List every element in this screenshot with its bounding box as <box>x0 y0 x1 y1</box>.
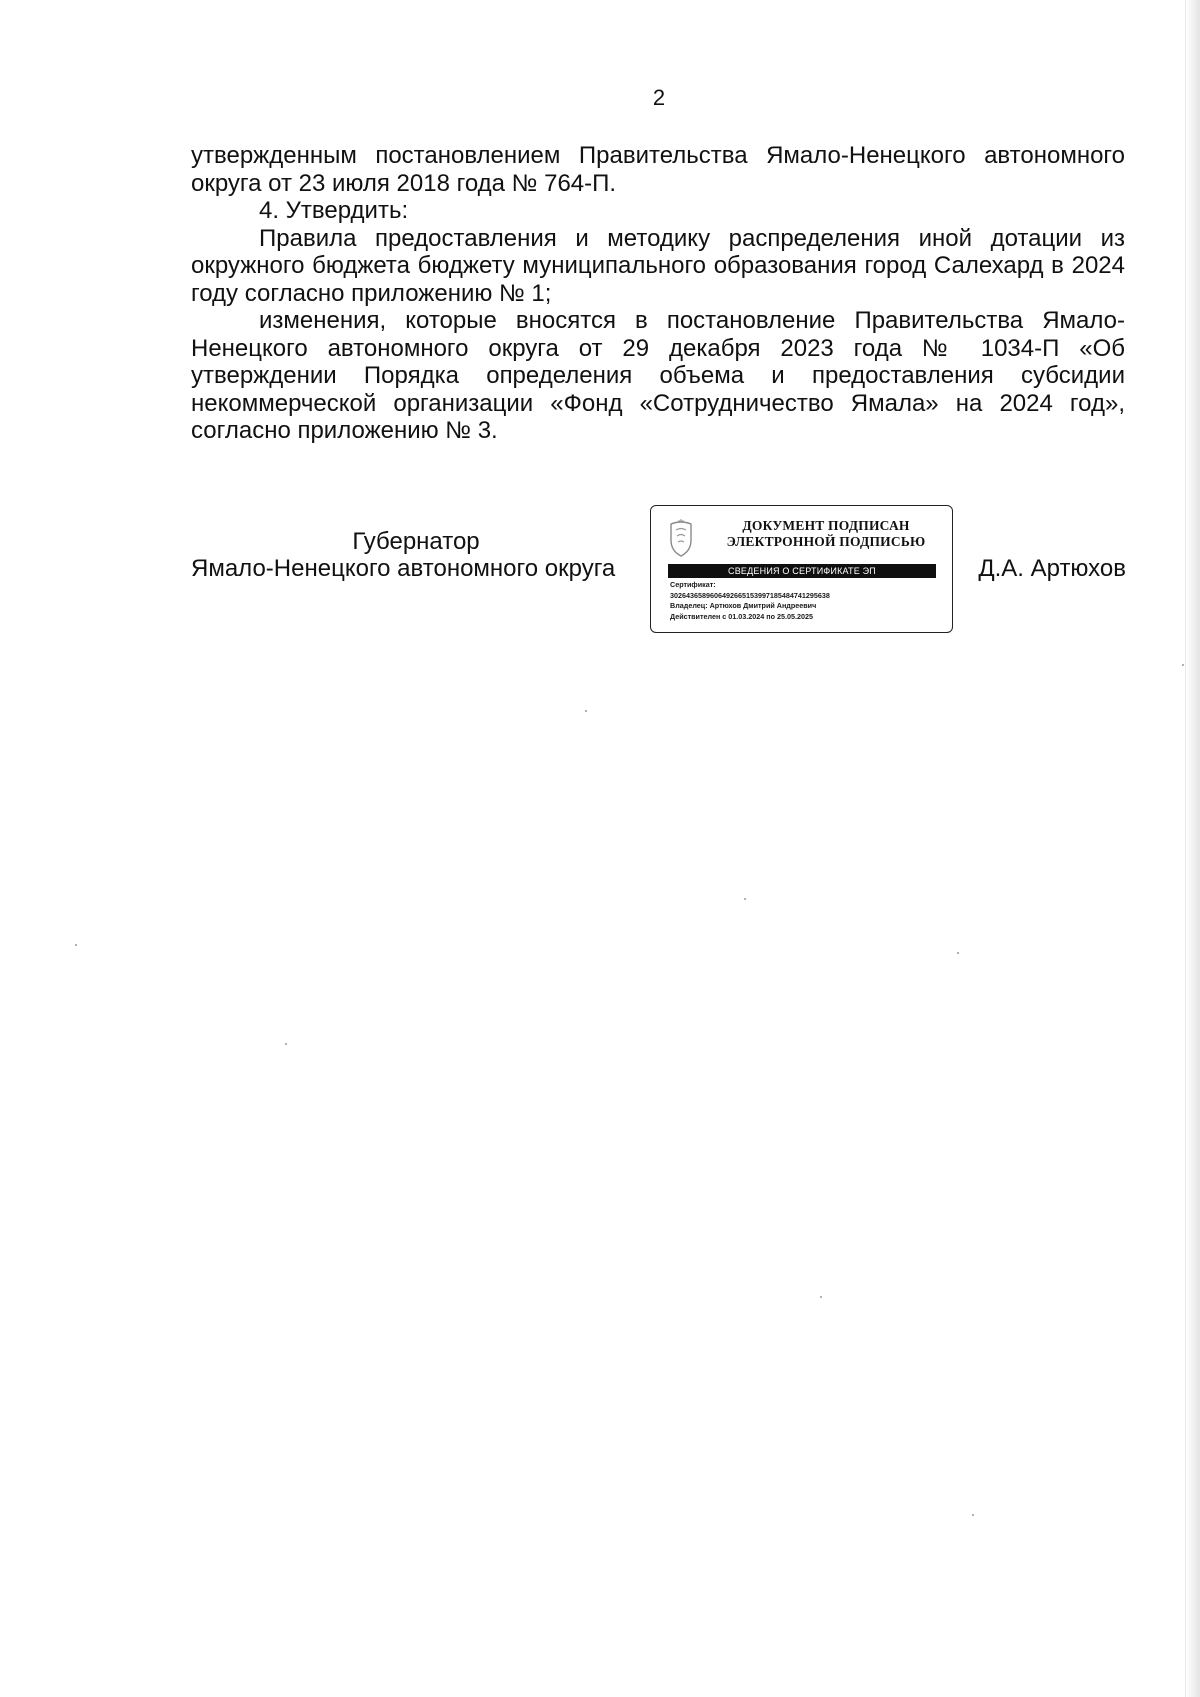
stamp-header <box>711 518 941 550</box>
certificate-owner: Владелец: Артюхов Дмитрий Андреевич <box>670 601 817 610</box>
scan-speck <box>744 898 746 900</box>
certificate-validity: Действителен с 01.03.2024 по 25.05.2025 <box>670 611 813 621</box>
document-body <box>191 142 1125 445</box>
electronic-signature-stamp <box>650 505 953 633</box>
signatory-position: Губернатор <box>352 528 480 555</box>
paragraph-amendments: изменения, которые вносятся в постановление Правительства Ямало-Ненецкого автономного округа от 29 декабря 2023 года № 1034-П «Об утверждении Порядка определения объема и предоставления субсидии некоммерческой организации «Фонд «Сотрудничество Ямала» на 2024 год», согласно приложению № 3. <box>191 307 1125 444</box>
scan-speck <box>285 1043 287 1045</box>
paragraph-continuation: утвержденным постановлением Правительства Ямало-Ненецкого автономного округа от 23 июля 2018 года № 764-П. <box>191 142 1125 197</box>
scan-speck <box>75 944 77 946</box>
certificate-details <box>670 580 945 622</box>
scan-speck <box>1182 664 1184 666</box>
stamp-header-line2: ЭЛЕКТРОННОЙ ПОДПИСЬЮ <box>726 534 926 549</box>
signatory-name: Д.А. Артюхов <box>978 555 1126 582</box>
scan-speck <box>972 1514 974 1516</box>
scan-speck <box>957 952 959 954</box>
coat-of-arms-icon <box>667 518 695 558</box>
paragraph-rules: Правила предоставления и методику распределения иной дотации из окружного бюджета бюджету муниципального образования город Салехард в 2024 году согласно приложению № 1; <box>191 224 1125 307</box>
page-number: 2 <box>652 85 666 110</box>
page-edge-shadow <box>1185 0 1200 1697</box>
paragraph-item-4: 4. Утвердить: <box>259 197 409 224</box>
stamp-header-line1: ДОКУМЕНТ ПОДПИСАН <box>742 518 910 533</box>
certificate-label: Сертификат: <box>670 580 716 589</box>
scan-speck <box>585 710 587 712</box>
signatory-region: Ямало-Ненецкого автономного округа <box>191 555 616 582</box>
certificate-info-bar: СВЕДЕНИЯ О СЕРТИФИКАТЕ ЭП <box>668 564 936 578</box>
certificate-number: 3026436589606492665153997185484741295638 <box>670 590 830 600</box>
scan-speck <box>820 1296 822 1298</box>
